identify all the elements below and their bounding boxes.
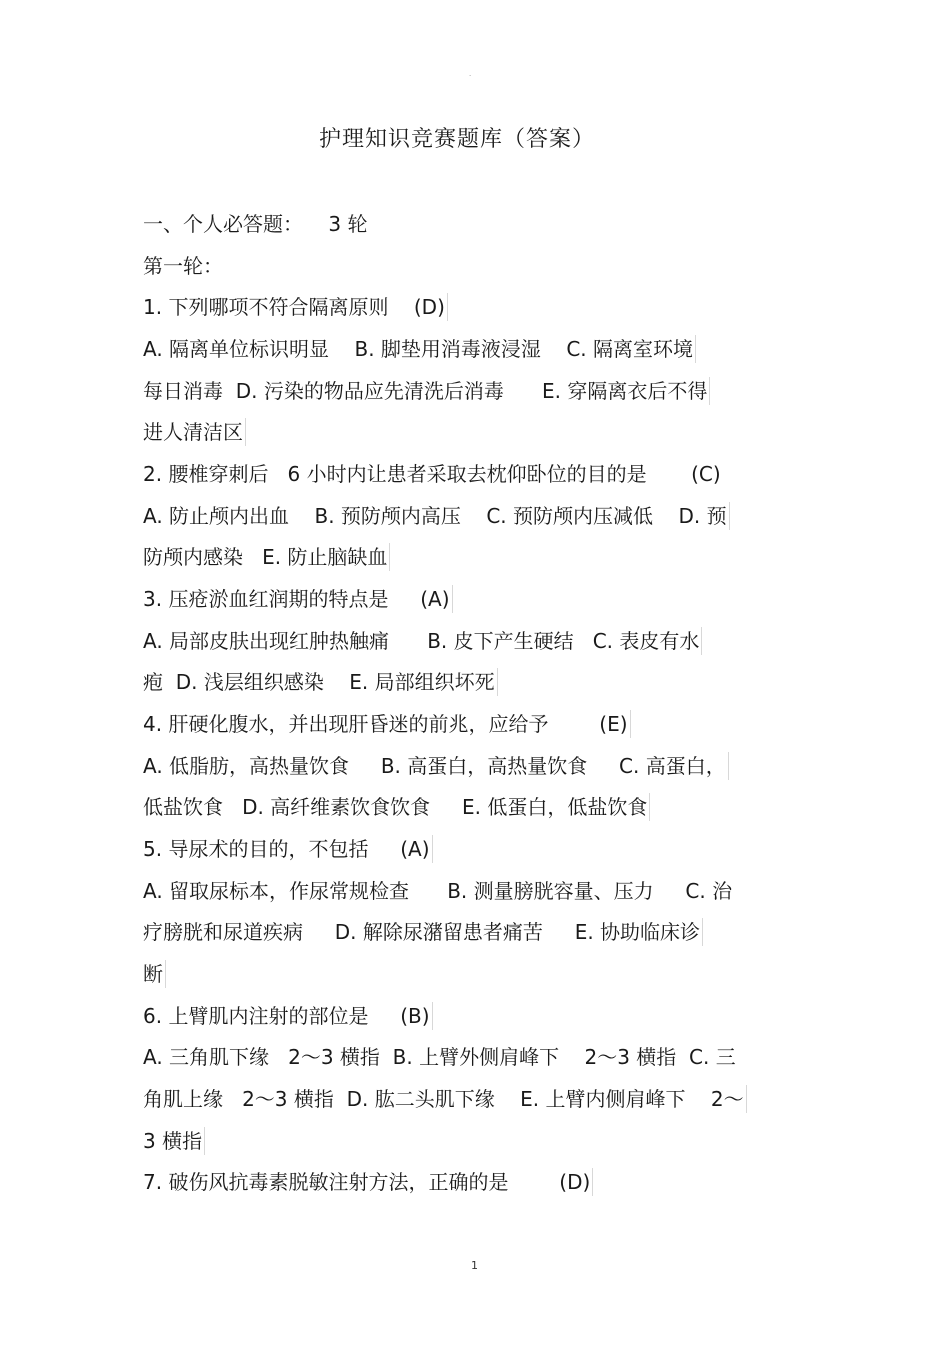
question-5-options: 断 [143,960,166,988]
question-6: 6. 上臂肌内注射的部位是 (B) [143,1002,433,1030]
question-5-options: 疗膀胱和尿道疾病 D. 解除尿潴留患者痛苦 E. 协助临床诊 [143,918,703,946]
question-7: 7. 破伤风抗毒素脱敏注射方法，正确的是 (D) [143,1168,593,1196]
question-3: 3. 压疮淤血红润期的特点是 (A) [143,585,453,613]
question-3-options: A. 局部皮肤出现红肿热触痛 B. 皮下产生硬结 C. 表皮有水 [143,627,702,655]
round-heading: 第一轮： [143,254,223,278]
question-2-options: A. 防止颅内出血 B. 预防颅内高压 C. 预防颅内压减低 D. 预 [143,502,730,530]
page-number: 1 [471,1259,478,1272]
question-6-options: A. 三角肌下缘 2～3 横指 B. 上臂外侧肩峰下 2～3 横指 C. 三 [143,1045,736,1069]
section-heading: 一、个人必答题： 3 轮 [143,212,368,236]
question-3-options: 疱 D. 浅层组织感染 E. 局部组织坏死 [143,668,498,696]
question-2: 2. 腰椎穿刺后 6 小时内让患者采取去枕仰卧位的目的是 (C) [143,462,721,486]
question-6-options: 3 横指 [143,1127,205,1155]
question-2-options: 防颅内感染 E. 防止脑缺血 [143,543,390,571]
question-1: 1. 下列哪项不符合隔离原则 (D) [143,293,448,321]
question-5-options: A. 留取尿标本，作尿常规检查 B. 测量膀胱容量、压力 C. 治 [143,879,733,903]
question-4-options: 低盐饮食 D. 高纤维素饮食饮食 E. 低蛋白，低盐饮食 [143,793,650,821]
header-mark: · [469,72,472,80]
question-1-options: A. 隔离单位标识明显 B. 脚垫用消毒液浸湿 C. 隔离室环境 [143,335,696,363]
question-1-options: 进人清洁区 [143,418,246,446]
question-1-options: 每日消毒 D. 污染的物品应先清洗后消毒 E. 穿隔离衣后不得 [143,377,710,405]
question-6-options: 角肌上缘 2～3 横指 D. 肱二头肌下缘 E. 上臂内侧肩峰下 2～ [143,1085,747,1113]
question-4: 4. 肝硬化腹水，并出现肝昏迷的前兆，应给予 (E) [143,710,631,738]
question-5: 5. 导尿术的目的，不包括 (A) [143,835,433,863]
page-title: 护理知识竞赛题库（答案） [318,127,595,152]
question-4-options: A. 低脂肪，高热量饮食 B. 高蛋白，高热量饮食 C. 高蛋白， [143,752,729,780]
